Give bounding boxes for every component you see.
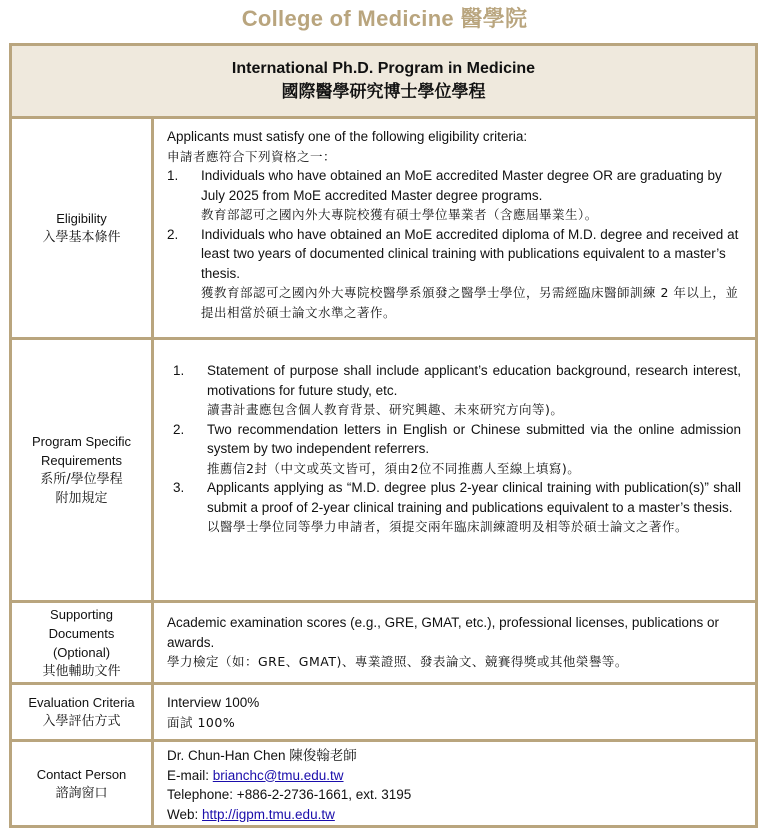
item-number: 1. <box>173 363 185 378</box>
requirement-item <box>173 478 741 537</box>
email-link[interactable]: brianchc@tmu.edu.tw <box>212 767 344 783</box>
eligibility-label-zh: 入學基本條件 <box>42 230 121 245</box>
contact-label <box>12 742 154 825</box>
eligibility-item-zh: 獲教育部認可之國內外大專院校醫學系頒發之醫學士學位，另需經臨床醫師訓練 2 年以上，並提出相當於碩士論文水準之著作。 <box>201 285 739 320</box>
college-title: College of Medicine 醫學院 <box>241 6 528 31</box>
eligibility-row <box>12 119 755 340</box>
evaluation-label-en: Evaluation Criteria <box>28 695 135 710</box>
evaluation-label-zh: 入學評估方式 <box>42 714 121 729</box>
program-specific-label-en: Requirements <box>41 453 122 468</box>
requirement-item-zh: 讀書計畫應包含個人教育背景、研究興趣、未來研究方向等)。 <box>207 402 564 417</box>
contact-web-line <box>167 805 741 825</box>
program-table <box>9 43 758 828</box>
contact-email-line <box>167 766 741 786</box>
eligibility-intro-zh: 申請者應符合下列資格之一： <box>167 148 337 164</box>
item-number: 2. <box>167 226 179 242</box>
requirement-item <box>173 361 741 420</box>
supporting-documents-row <box>12 603 755 685</box>
eligibility-item <box>167 166 741 225</box>
contact-name: Dr. Chun-Han Chen 陳俊翰老師 <box>167 748 357 763</box>
requirement-item-en: Applicants applying as “M.D. degree plus 2-year clinical training with publication(s)” shall submit a proof of 2-year clinical training and publications equivalent to a master’s thesis. <box>207 480 741 515</box>
eligibility-label <box>12 119 154 337</box>
requirement-item-zh: 以醫學士學位同等學力申請者，須提交兩年臨床訓練證明及相等於碩士論文之著作。 <box>207 519 689 534</box>
item-number: 3. <box>173 480 185 495</box>
evaluation-text-en: Interview 100% <box>167 695 260 710</box>
eligibility-content <box>167 127 741 322</box>
evaluation-content <box>167 693 741 732</box>
supporting-documents-label <box>12 603 154 682</box>
requirement-item <box>173 420 741 479</box>
contact-label-zh: 諮詢窗口 <box>55 785 108 801</box>
requirement-item-zh: 推薦信2封（中文或英文皆可，須由2位不同推薦人至線上填寫)。 <box>207 460 581 476</box>
program-title-zh: 國際醫學研究博士學位學程 <box>281 82 486 102</box>
contact-label-en: Contact Person <box>36 766 127 782</box>
program-specific-label-zh: 系所/學位學程 <box>40 472 123 487</box>
contact-content <box>167 746 741 824</box>
requirement-item-en: Two recommendation letters in English or Chinese submitted via the online admission system by two independent referrers. <box>207 421 741 456</box>
evaluation-label <box>12 685 154 739</box>
eligibility-item <box>167 225 741 323</box>
evaluation-row <box>12 685 755 742</box>
contact-row <box>12 742 755 825</box>
program-header <box>12 46 755 119</box>
supporting-label-en: Supporting <box>50 606 113 622</box>
eligibility-item-en: Individuals who have obtained an MoE accredited diploma of M.D. degree and received at least two years of documented clinical training with publications equivalent to a master’s thesis. <box>201 226 739 281</box>
web-label: Web: <box>167 806 203 822</box>
eligibility-item-en: Individuals who have obtained an MoE accredited Master degree OR are graduating by July 2025 from MoE accredited Master degree programs. <box>201 168 722 203</box>
evaluation-text-zh: 面試 100% <box>167 714 236 730</box>
program-title-en: International Ph.D. Program in Medicine <box>231 60 536 77</box>
program-specific-label <box>12 340 154 600</box>
supporting-label-en: (Optional) <box>52 644 111 660</box>
supporting-label-zh: 其他輔助文件 <box>42 663 121 679</box>
program-specific-label-en: Program Specific <box>32 434 131 449</box>
requirement-item-en: Statement of purpose shall include applicant’s education background, research interest, motivations for future study, etc. <box>207 363 741 398</box>
eligibility-item-zh: 教育部認可之國內外大專院校獲有碩士學位畢業者（含應屆畢業生）。 <box>201 207 598 222</box>
email-label: E-mail: <box>167 767 213 783</box>
program-specific-row <box>12 340 755 603</box>
eligibility-intro-en: Applicants must satisfy one of the following eligibility criteria: <box>167 129 528 144</box>
item-number: 1. <box>167 168 179 183</box>
supporting-label-en: Documents <box>48 625 115 641</box>
supporting-text-zh: 學力檢定（如：GRE、GMAT)、專業證照、發表論文、競賽得獎或其他榮譽等。 <box>167 654 628 669</box>
supporting-documents-content <box>167 613 741 672</box>
website-link[interactable]: http://igpm.tmu.edu.tw <box>202 806 335 822</box>
program-specific-label-zh: 附加規定 <box>55 491 108 506</box>
eligibility-label-en: Eligibility <box>56 211 107 226</box>
contact-telephone: Telephone: +886-2-2736-1661, ext. 3195 <box>167 787 412 802</box>
supporting-text-en: Academic examination scores (e.g., GRE, GMAT, etc.), professional licenses, publications or awards. <box>167 615 719 650</box>
item-number: 2. <box>173 421 185 437</box>
program-specific-content <box>173 361 741 537</box>
